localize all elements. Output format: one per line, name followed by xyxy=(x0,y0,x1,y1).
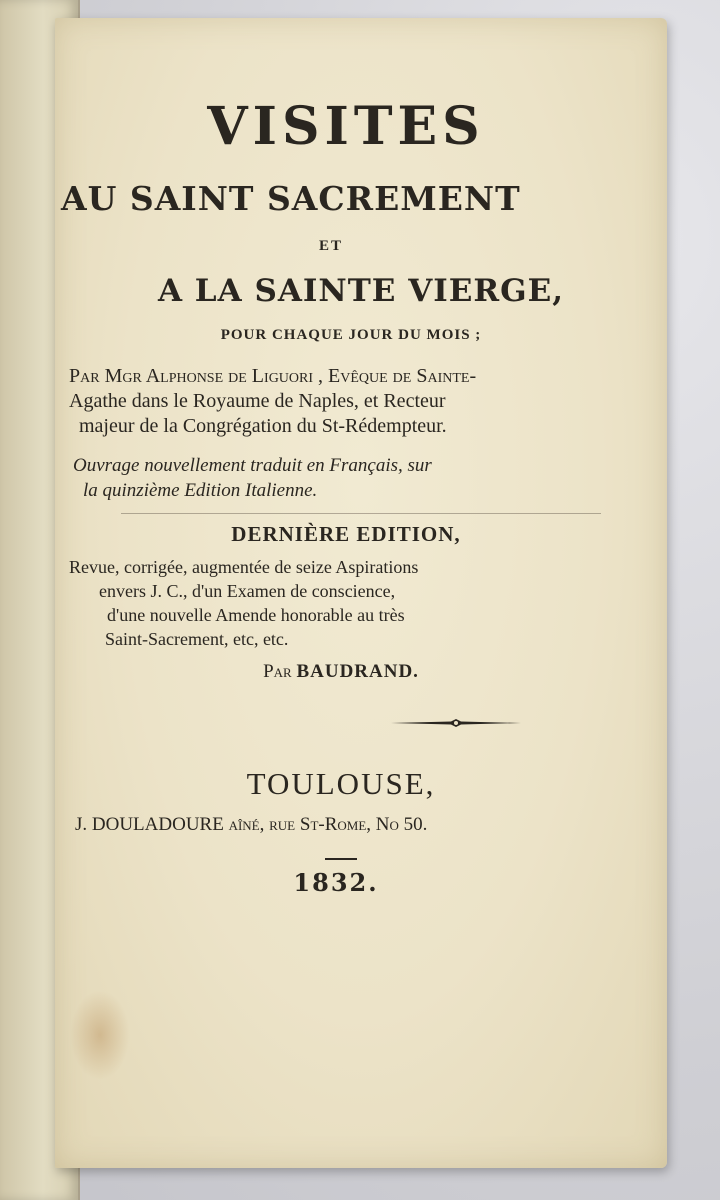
translation-note xyxy=(55,453,667,503)
reviser-name: BAUDRAND. xyxy=(296,661,419,682)
ornament-rule-icon xyxy=(391,717,521,729)
short-rule xyxy=(325,858,357,860)
translation-line: Ouvrage nouvellement traduit en Français, sur xyxy=(73,455,432,476)
reviser-prefix: Par xyxy=(263,661,292,682)
revision-line: envers J. C., d'un Examen de conscience, xyxy=(99,581,396,601)
author-line: majeur de la Congrégation du St-Rédempteur. xyxy=(79,415,447,437)
revision-note xyxy=(55,555,667,651)
reviser-credit xyxy=(15,661,667,683)
translation-line: la quinzième Edition Italienne. xyxy=(83,480,318,501)
subtitle: POUR CHAQUE JOUR DU MOIS ; xyxy=(220,327,482,343)
title-page-text xyxy=(55,18,667,897)
revision-line: Saint-Sacrement, etc, etc. xyxy=(105,629,289,649)
foxing-stain xyxy=(70,990,130,1080)
author-line: Par Mgr Alphonse de Liguori , Evêque de Sainte- xyxy=(69,365,477,387)
imprint-publisher: J. DOULADOURE aîné, rue St-Rome, No 50. xyxy=(75,814,428,835)
title-main: VISITES xyxy=(207,96,485,157)
divider-rule xyxy=(121,513,601,514)
imprint-city: TOULOUSE, xyxy=(246,766,436,801)
imprint-year: 1832. xyxy=(293,868,379,897)
author-line: Agathe dans le Royaume de Naples, et Recteur xyxy=(69,390,446,412)
title-line-3: A LA SAINTE VIERGE, xyxy=(157,273,565,309)
revision-line: d'une nouvelle Amende honorable au très xyxy=(107,605,405,625)
title-et: ET xyxy=(318,238,343,254)
edition-heading: DERNIÈRE EDITION, xyxy=(231,522,461,546)
revision-line: Revue, corrigée, augmentée de seize Aspirations xyxy=(69,557,419,577)
author-block xyxy=(55,364,667,439)
title-line-2: AU SAINT SACREMENT xyxy=(61,179,521,218)
